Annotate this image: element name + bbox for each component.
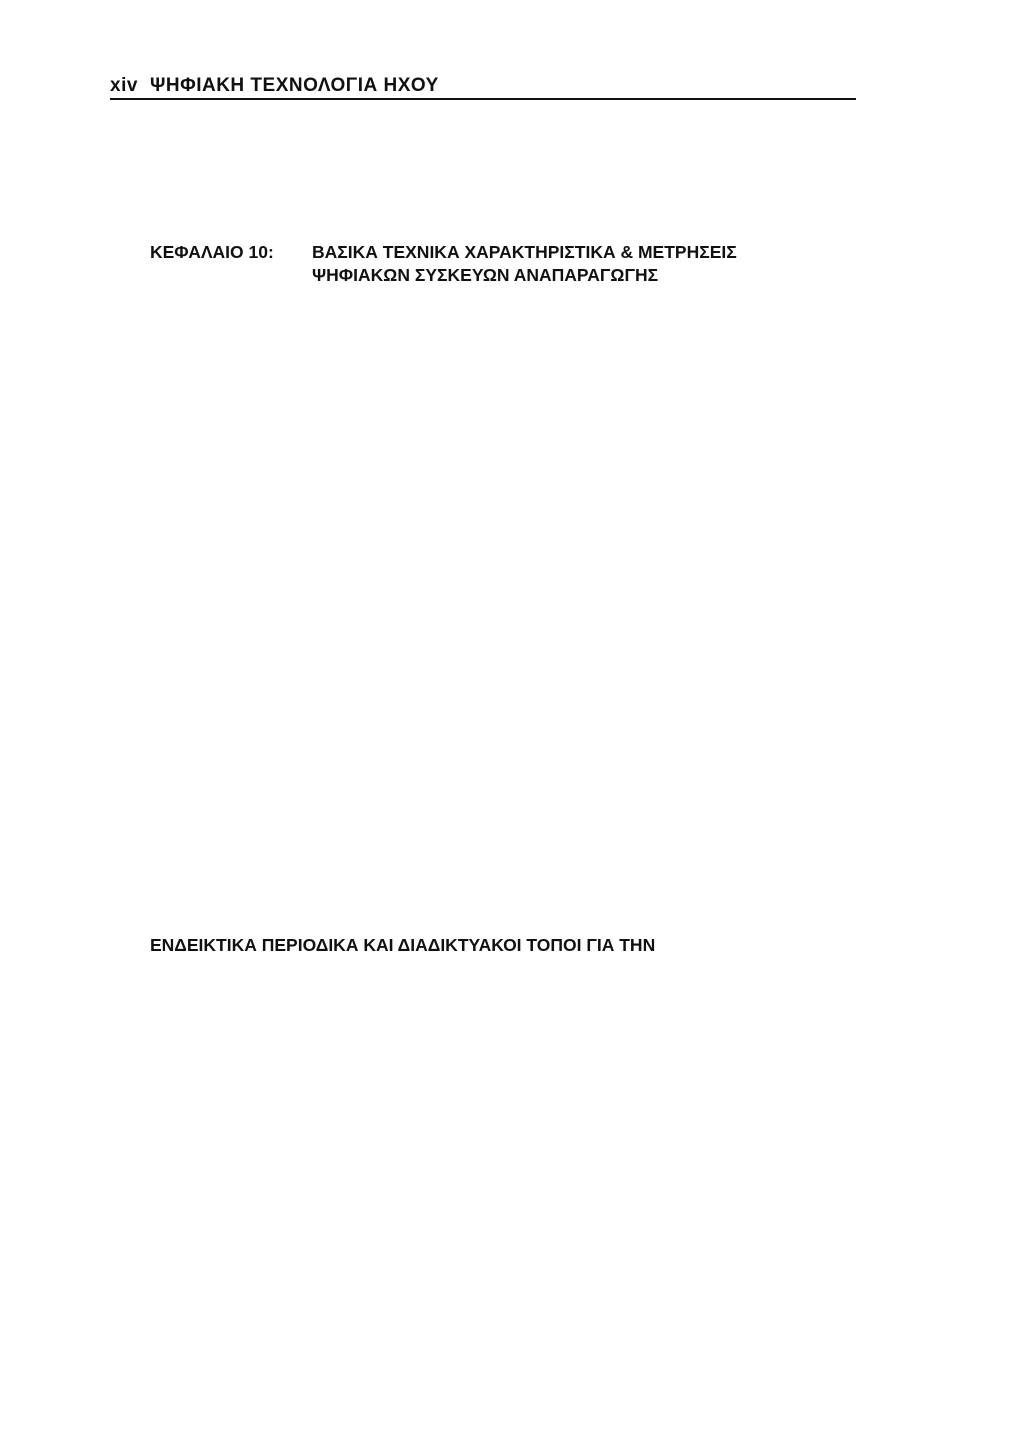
chapter-label: ΚΕΦΑΛΑΙΟ 10: [150,242,274,262]
periodicals-heading: ΕΝΔΕΙΚΤΙΚΑ ΠΕΡΙΟΔΙΚΑ ΚΑΙ ΔΙΑΔΙΚΤΥΑΚΟΙ ΤΟΠΟΙ ΓΙΑ ΤΗΝ [150,935,656,955]
page-number: xiv [110,75,138,96]
book-title: ΨΗΦΙΑΚΗ ΤΕΧΝΟΛΟΓΙΑ ΗΧΟΥ [150,75,439,96]
chapter-title-line2: ΨΗΦΙΑΚΩΝ ΣΥΣΚΕΥΩΝ ΑΝΑΠΑΡΑΓΩΓΗΣ [312,265,659,285]
chapter-title-line1: ΒΑΣΙΚΑ ΤΕΧΝΙΚΑ ΧΑΡΑΚΤΗΡΙΣΤΙΚΑ & ΜΕΤΡΗΣΕΙΣ [312,242,737,262]
running-header [110,70,856,100]
